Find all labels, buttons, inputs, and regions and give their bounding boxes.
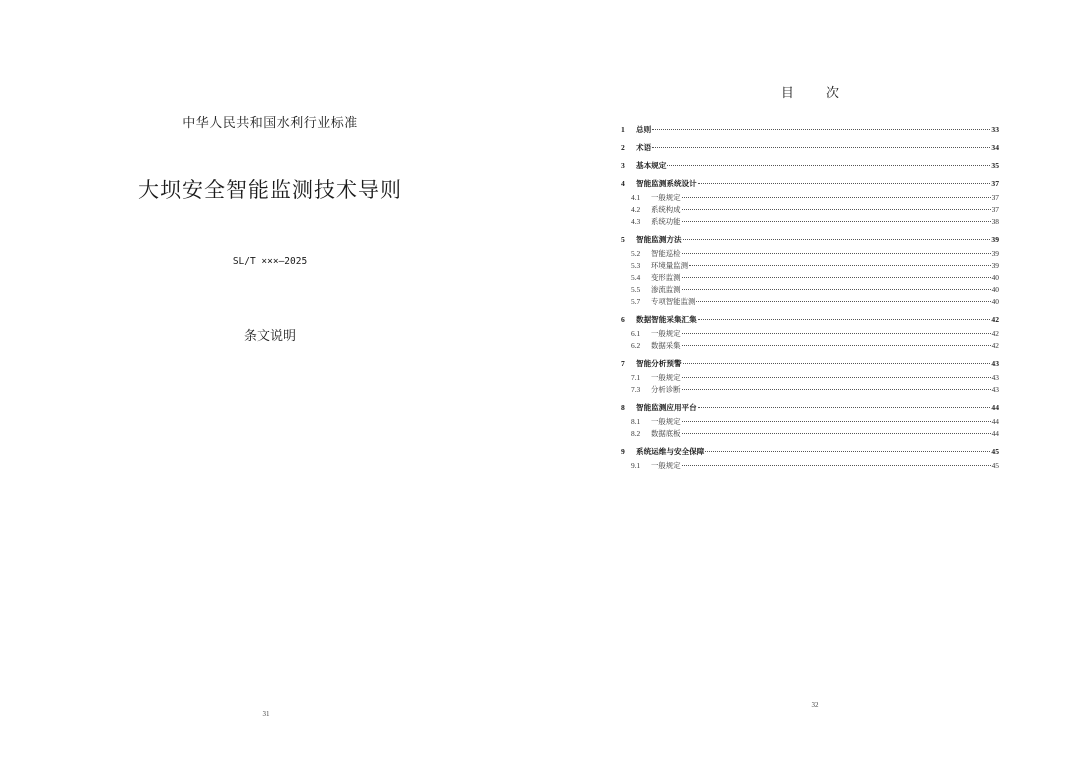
toc-section-title: 专项智能监测 bbox=[651, 297, 696, 306]
document-title: 大坝安全智能监测技术导则 bbox=[138, 178, 402, 202]
toc-dot-leader bbox=[682, 221, 991, 222]
toc-dot-leader bbox=[689, 265, 991, 266]
toc-section-number: 9.1 bbox=[631, 461, 641, 470]
toc-dot-leader bbox=[696, 301, 990, 302]
toc-section-page: 40 bbox=[991, 297, 999, 306]
toc-section-number: 5.3 bbox=[631, 261, 641, 270]
toc-chapter-title: 数据智能采集汇集 bbox=[636, 315, 697, 324]
toc-chapter-entry[interactable] bbox=[621, 160, 999, 172]
toc-section-entry[interactable] bbox=[621, 372, 999, 384]
toc-section-title: 数据采集 bbox=[651, 341, 681, 350]
toc-section-number: 4.1 bbox=[631, 193, 641, 202]
toc-dot-leader bbox=[698, 407, 991, 408]
toc-section-page: 43 bbox=[991, 373, 999, 382]
toc-section-title: 一般规定 bbox=[651, 329, 681, 338]
toc-section-title: 渗流监测 bbox=[651, 285, 681, 294]
toc-section-page: 42 bbox=[991, 341, 999, 350]
toc-chapter-title: 总则 bbox=[636, 125, 652, 134]
toc-section-title: 系统功能 bbox=[651, 217, 681, 226]
toc-section-entry[interactable] bbox=[621, 272, 999, 284]
toc-chapter-page: 43 bbox=[991, 359, 999, 368]
toc-chapter-number: 1 bbox=[621, 125, 625, 134]
toc-chapter-page: 37 bbox=[991, 179, 999, 188]
toc-chapter-number: 8 bbox=[621, 403, 625, 412]
toc-chapter-page: 33 bbox=[991, 125, 999, 134]
toc-section-entry[interactable] bbox=[621, 216, 999, 228]
toc-chapter-number: 4 bbox=[621, 179, 625, 188]
toc-section-page: 43 bbox=[991, 385, 999, 394]
toc-section-title: 一般规定 bbox=[651, 461, 681, 470]
toc-dot-leader bbox=[683, 363, 991, 364]
toc-section-number: 5.5 bbox=[631, 285, 641, 294]
toc-chapter-page: 35 bbox=[991, 161, 999, 170]
toc-section-entry[interactable] bbox=[621, 328, 999, 340]
toc-dot-leader bbox=[682, 277, 991, 278]
toc-dot-leader bbox=[682, 197, 991, 198]
toc-chapter-entry[interactable] bbox=[621, 314, 999, 326]
toc-chapter-entry[interactable] bbox=[621, 358, 999, 370]
toc-chapter-number: 7 bbox=[621, 359, 625, 368]
toc-section-title: 变形监测 bbox=[651, 273, 681, 282]
toc-section-entry[interactable] bbox=[621, 340, 999, 352]
toc-dot-leader bbox=[652, 129, 990, 130]
toc-dot-leader bbox=[667, 165, 990, 166]
toc-section-entry[interactable] bbox=[621, 192, 999, 204]
toc-chapter-title: 基本规定 bbox=[636, 161, 667, 170]
toc-section-page: 39 bbox=[991, 249, 999, 258]
toc-chapter-number: 9 bbox=[621, 447, 625, 456]
toc-section-title: 分析诊断 bbox=[651, 385, 681, 394]
toc-dot-leader bbox=[682, 433, 991, 434]
toc-dot-leader bbox=[682, 465, 991, 466]
toc-chapter-entry[interactable] bbox=[621, 234, 999, 246]
toc-section-entry[interactable] bbox=[621, 384, 999, 396]
toc-section-number: 8.2 bbox=[631, 429, 641, 438]
table-of-contents bbox=[621, 124, 999, 472]
toc-section-entry[interactable] bbox=[621, 416, 999, 428]
toc-dot-leader bbox=[682, 209, 991, 210]
toc-section-entry[interactable] bbox=[621, 284, 999, 296]
toc-dot-leader bbox=[652, 147, 990, 148]
toc-section-number: 7.1 bbox=[631, 373, 641, 382]
toc-section-page: 39 bbox=[991, 261, 999, 270]
toc-section-title: 智能巡检 bbox=[651, 249, 681, 258]
toc-chapter-number: 5 bbox=[621, 235, 625, 244]
toc-dot-leader bbox=[682, 253, 991, 254]
toc-section-number: 5.4 bbox=[631, 273, 641, 282]
toc-dot-leader bbox=[682, 389, 991, 390]
toc-section-number: 5.2 bbox=[631, 249, 641, 258]
toc-section-number: 7.3 bbox=[631, 385, 641, 394]
toc-chapter-title: 智能监测应用平台 bbox=[636, 403, 697, 412]
toc-dot-leader bbox=[682, 345, 991, 346]
toc-chapter-page: 34 bbox=[991, 143, 999, 152]
toc-section-page: 37 bbox=[991, 193, 999, 202]
toc-section-entry[interactable] bbox=[621, 204, 999, 216]
toc-dot-leader bbox=[705, 451, 990, 452]
toc-chapter-entry[interactable] bbox=[621, 178, 999, 190]
toc-section-page: 44 bbox=[991, 417, 999, 426]
toc-chapter-title: 智能监测方法 bbox=[636, 235, 682, 244]
toc-dot-leader bbox=[683, 239, 991, 240]
toc-chapter-entry[interactable] bbox=[621, 446, 999, 458]
toc-section-entry[interactable] bbox=[621, 296, 999, 308]
standard-code: SL/T ×××—2025 bbox=[232, 256, 308, 267]
toc-chapter-number: 6 bbox=[621, 315, 625, 324]
document-subtitle: 条文说明 bbox=[243, 329, 296, 344]
toc-section-page: 40 bbox=[991, 285, 999, 294]
toc-section-title: 一般规定 bbox=[651, 417, 681, 426]
toc-section-entry[interactable] bbox=[621, 460, 999, 472]
toc-chapter-title: 系统运维与安全保障 bbox=[636, 447, 705, 456]
page-number-left: 31 bbox=[262, 710, 270, 718]
toc-chapter-number: 2 bbox=[621, 143, 625, 152]
toc-section-entry[interactable] bbox=[621, 260, 999, 272]
toc-chapter-page: 44 bbox=[991, 403, 999, 412]
toc-section-page: 38 bbox=[991, 217, 999, 226]
toc-section-entry[interactable] bbox=[621, 248, 999, 260]
page-number-right: 32 bbox=[811, 701, 819, 709]
toc-dot-leader bbox=[682, 289, 991, 290]
toc-section-page: 37 bbox=[991, 205, 999, 214]
toc-dot-leader bbox=[698, 319, 991, 320]
toc-chapter-number: 3 bbox=[621, 161, 625, 170]
toc-section-number: 8.1 bbox=[631, 417, 641, 426]
toc-section-number: 4.2 bbox=[631, 205, 641, 214]
toc-dot-leader bbox=[682, 333, 991, 334]
toc-chapter-page: 42 bbox=[991, 315, 999, 324]
toc-chapter-entry[interactable] bbox=[621, 402, 999, 414]
toc-section-title: 数据底板 bbox=[651, 429, 681, 438]
toc-title: 目 次 bbox=[780, 86, 854, 101]
toc-chapter-entry[interactable] bbox=[621, 142, 999, 154]
toc-section-number: 5.7 bbox=[631, 297, 641, 306]
right-page bbox=[540, 0, 1080, 764]
toc-section-page: 42 bbox=[991, 329, 999, 338]
toc-dot-leader bbox=[682, 377, 991, 378]
toc-chapter-entry[interactable] bbox=[621, 124, 999, 136]
issuing-organization: 中华人民共和国水利行业标准 bbox=[182, 116, 358, 131]
toc-section-page: 45 bbox=[991, 461, 999, 470]
toc-section-title: 一般规定 bbox=[651, 373, 681, 382]
toc-chapter-title: 术语 bbox=[636, 143, 652, 152]
toc-chapter-title: 智能监测系统设计 bbox=[636, 179, 697, 188]
toc-section-number: 6.2 bbox=[631, 341, 641, 350]
toc-section-title: 一般规定 bbox=[651, 193, 681, 202]
toc-dot-leader bbox=[682, 421, 991, 422]
toc-section-number: 6.1 bbox=[631, 329, 641, 338]
toc-section-number: 4.3 bbox=[631, 217, 641, 226]
toc-section-title: 环境量监测 bbox=[651, 261, 688, 270]
toc-section-title: 系统构成 bbox=[651, 205, 681, 214]
toc-chapter-page: 45 bbox=[991, 447, 999, 456]
toc-chapter-page: 39 bbox=[991, 235, 999, 244]
toc-dot-leader bbox=[698, 183, 991, 184]
toc-chapter-title: 智能分析预警 bbox=[636, 359, 682, 368]
toc-section-page: 40 bbox=[991, 273, 999, 282]
toc-section-entry[interactable] bbox=[621, 428, 999, 440]
toc-section-page: 44 bbox=[991, 429, 999, 438]
